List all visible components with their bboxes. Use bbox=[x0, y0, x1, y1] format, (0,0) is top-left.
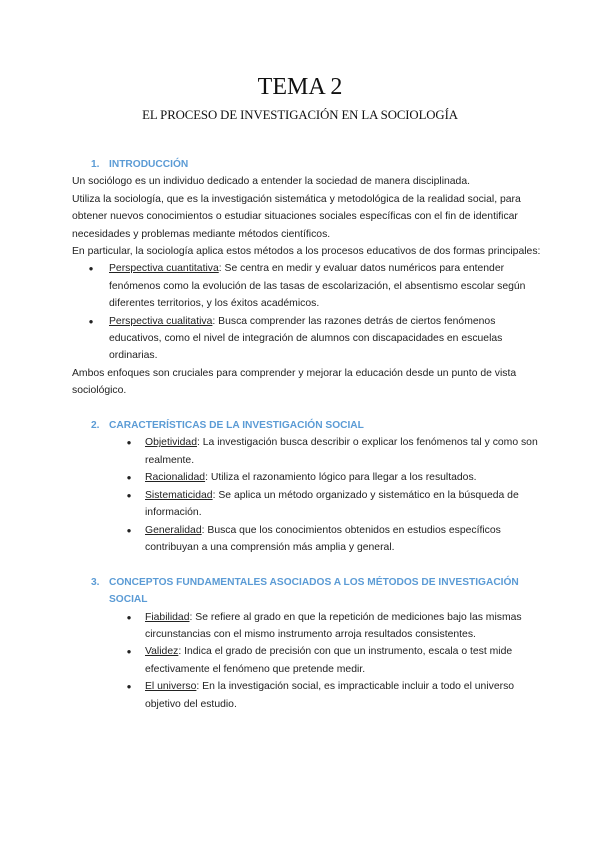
list-item-term: El universo bbox=[145, 681, 197, 693]
bullet-icon: ● bbox=[126, 647, 132, 657]
document-subtitle: EL PROCESO DE INVESTIGACIÓN EN LA SOCIOLOGÍA bbox=[142, 108, 458, 122]
list-item bbox=[72, 487, 542, 522]
section-heading-introduccion bbox=[91, 156, 542, 173]
bullet-icon: ● bbox=[88, 264, 94, 274]
list-item bbox=[72, 678, 542, 713]
list-item-text: : Se aplica un método organizado y sistemático en la búsqueda de información. bbox=[145, 489, 519, 519]
list-item-term: Validez bbox=[145, 646, 179, 658]
bullet-icon: ● bbox=[126, 473, 132, 483]
paragraph: Utiliza la sociología, que es la investigación sistemática y metodológica de la realidad social, para obtener nuevos conocimientos o estudiar situaciones sociales específicas con el fin de identificar necesidades y problemas mediante métodos científicos. bbox=[72, 193, 521, 240]
section-title: CARACTERÍSTICAS DE LA INVESTIGACIÓN SOCIAL bbox=[109, 420, 364, 432]
list-item-text: : En la investigación social, es impracticable incluir a todo el universo objetivo del estudio. bbox=[145, 681, 515, 710]
list-item-text: : Busca que los conocimientos obtenidos en estudios específicos contribuyan a una comprensión más amplia y general. bbox=[145, 524, 501, 553]
list-item bbox=[72, 522, 542, 557]
list-item bbox=[72, 313, 542, 365]
list-item bbox=[72, 643, 542, 678]
bullet-icon: ● bbox=[126, 438, 132, 448]
list-item-term: Generalidad bbox=[145, 524, 202, 536]
list-item-term: Perspectiva cuantitativa bbox=[109, 263, 219, 275]
section-title: CONCEPTOS FUNDAMENTALES ASOCIADOS A LOS MÉTODOS DE INVESTIGACIÓN SOCIAL bbox=[109, 576, 519, 606]
list-item-term: Objetividad bbox=[145, 437, 197, 449]
bullet-list bbox=[72, 260, 542, 364]
list-item-text: : Utiliza el razonamiento lógico para llegar a los resultados. bbox=[205, 472, 477, 484]
bullet-icon: ● bbox=[88, 316, 94, 326]
list-item-term: Racionalidad bbox=[145, 472, 206, 484]
section-number: 3. bbox=[91, 576, 100, 588]
section-heading-conceptos bbox=[91, 574, 542, 609]
list-item-term: Sistematicidad bbox=[145, 489, 213, 501]
document-title: TEMA 2 bbox=[257, 74, 343, 100]
list-item bbox=[72, 609, 542, 644]
list-item-term: Fiabilidad bbox=[145, 611, 190, 623]
list-item-text: : La investigación busca describir o explicar los fenómenos tal y como son realmente. bbox=[145, 437, 538, 466]
bullet-icon: ● bbox=[126, 490, 132, 500]
list-item-term: Perspectiva cualitativa bbox=[109, 315, 213, 327]
section-heading-caracteristicas bbox=[91, 417, 542, 434]
section-title: INTRODUCCIÓN bbox=[109, 159, 189, 170]
section-number: 2. bbox=[91, 420, 100, 432]
list-item bbox=[72, 469, 542, 486]
bullet-list bbox=[72, 434, 542, 556]
list-item-text: : Se refiere al grado en que la repetición de mediciones bajo las mismas circunstancias con el mismo instrumento arroja resultados consistentes. bbox=[145, 611, 522, 640]
section-number: 1. bbox=[91, 159, 100, 170]
bullet-icon: ● bbox=[126, 682, 132, 692]
paragraph: En particular, la sociología aplica estos métodos a los procesos educativos de dos formas principales: bbox=[72, 246, 541, 258]
list-item bbox=[72, 260, 542, 312]
bullet-icon: ● bbox=[126, 525, 132, 535]
bullet-icon: ● bbox=[126, 612, 132, 622]
document-body bbox=[72, 156, 542, 713]
list-item-text: : Se centra en medir y evaluar datos numéricos para entender fenómenos como la evolución de las tasas de escolarización, el absentismo escolar según diferentes territorios, y los éxitos académicos. bbox=[109, 263, 526, 310]
bullet-list bbox=[72, 609, 542, 713]
list-item-text: : Indica el grado de precisión con que un instrumento, escala o test mide efectivamente el fenómeno que pretende medir. bbox=[145, 646, 513, 675]
paragraph: Un sociólogo es un individuo dedicado a entender la sociedad de manera disciplinada. bbox=[72, 176, 471, 188]
list-item-text: : Busca comprender las razones detrás de ciertos fenómenos educativos, como el nivel de integración de alumnos con discapacidades en escuelas ordinarias. bbox=[109, 315, 503, 362]
paragraph: Ambos enfoques son cruciales para comprender y mejorar la educación desde un punto de vista sociológico. bbox=[72, 367, 517, 397]
list-item bbox=[72, 434, 542, 469]
